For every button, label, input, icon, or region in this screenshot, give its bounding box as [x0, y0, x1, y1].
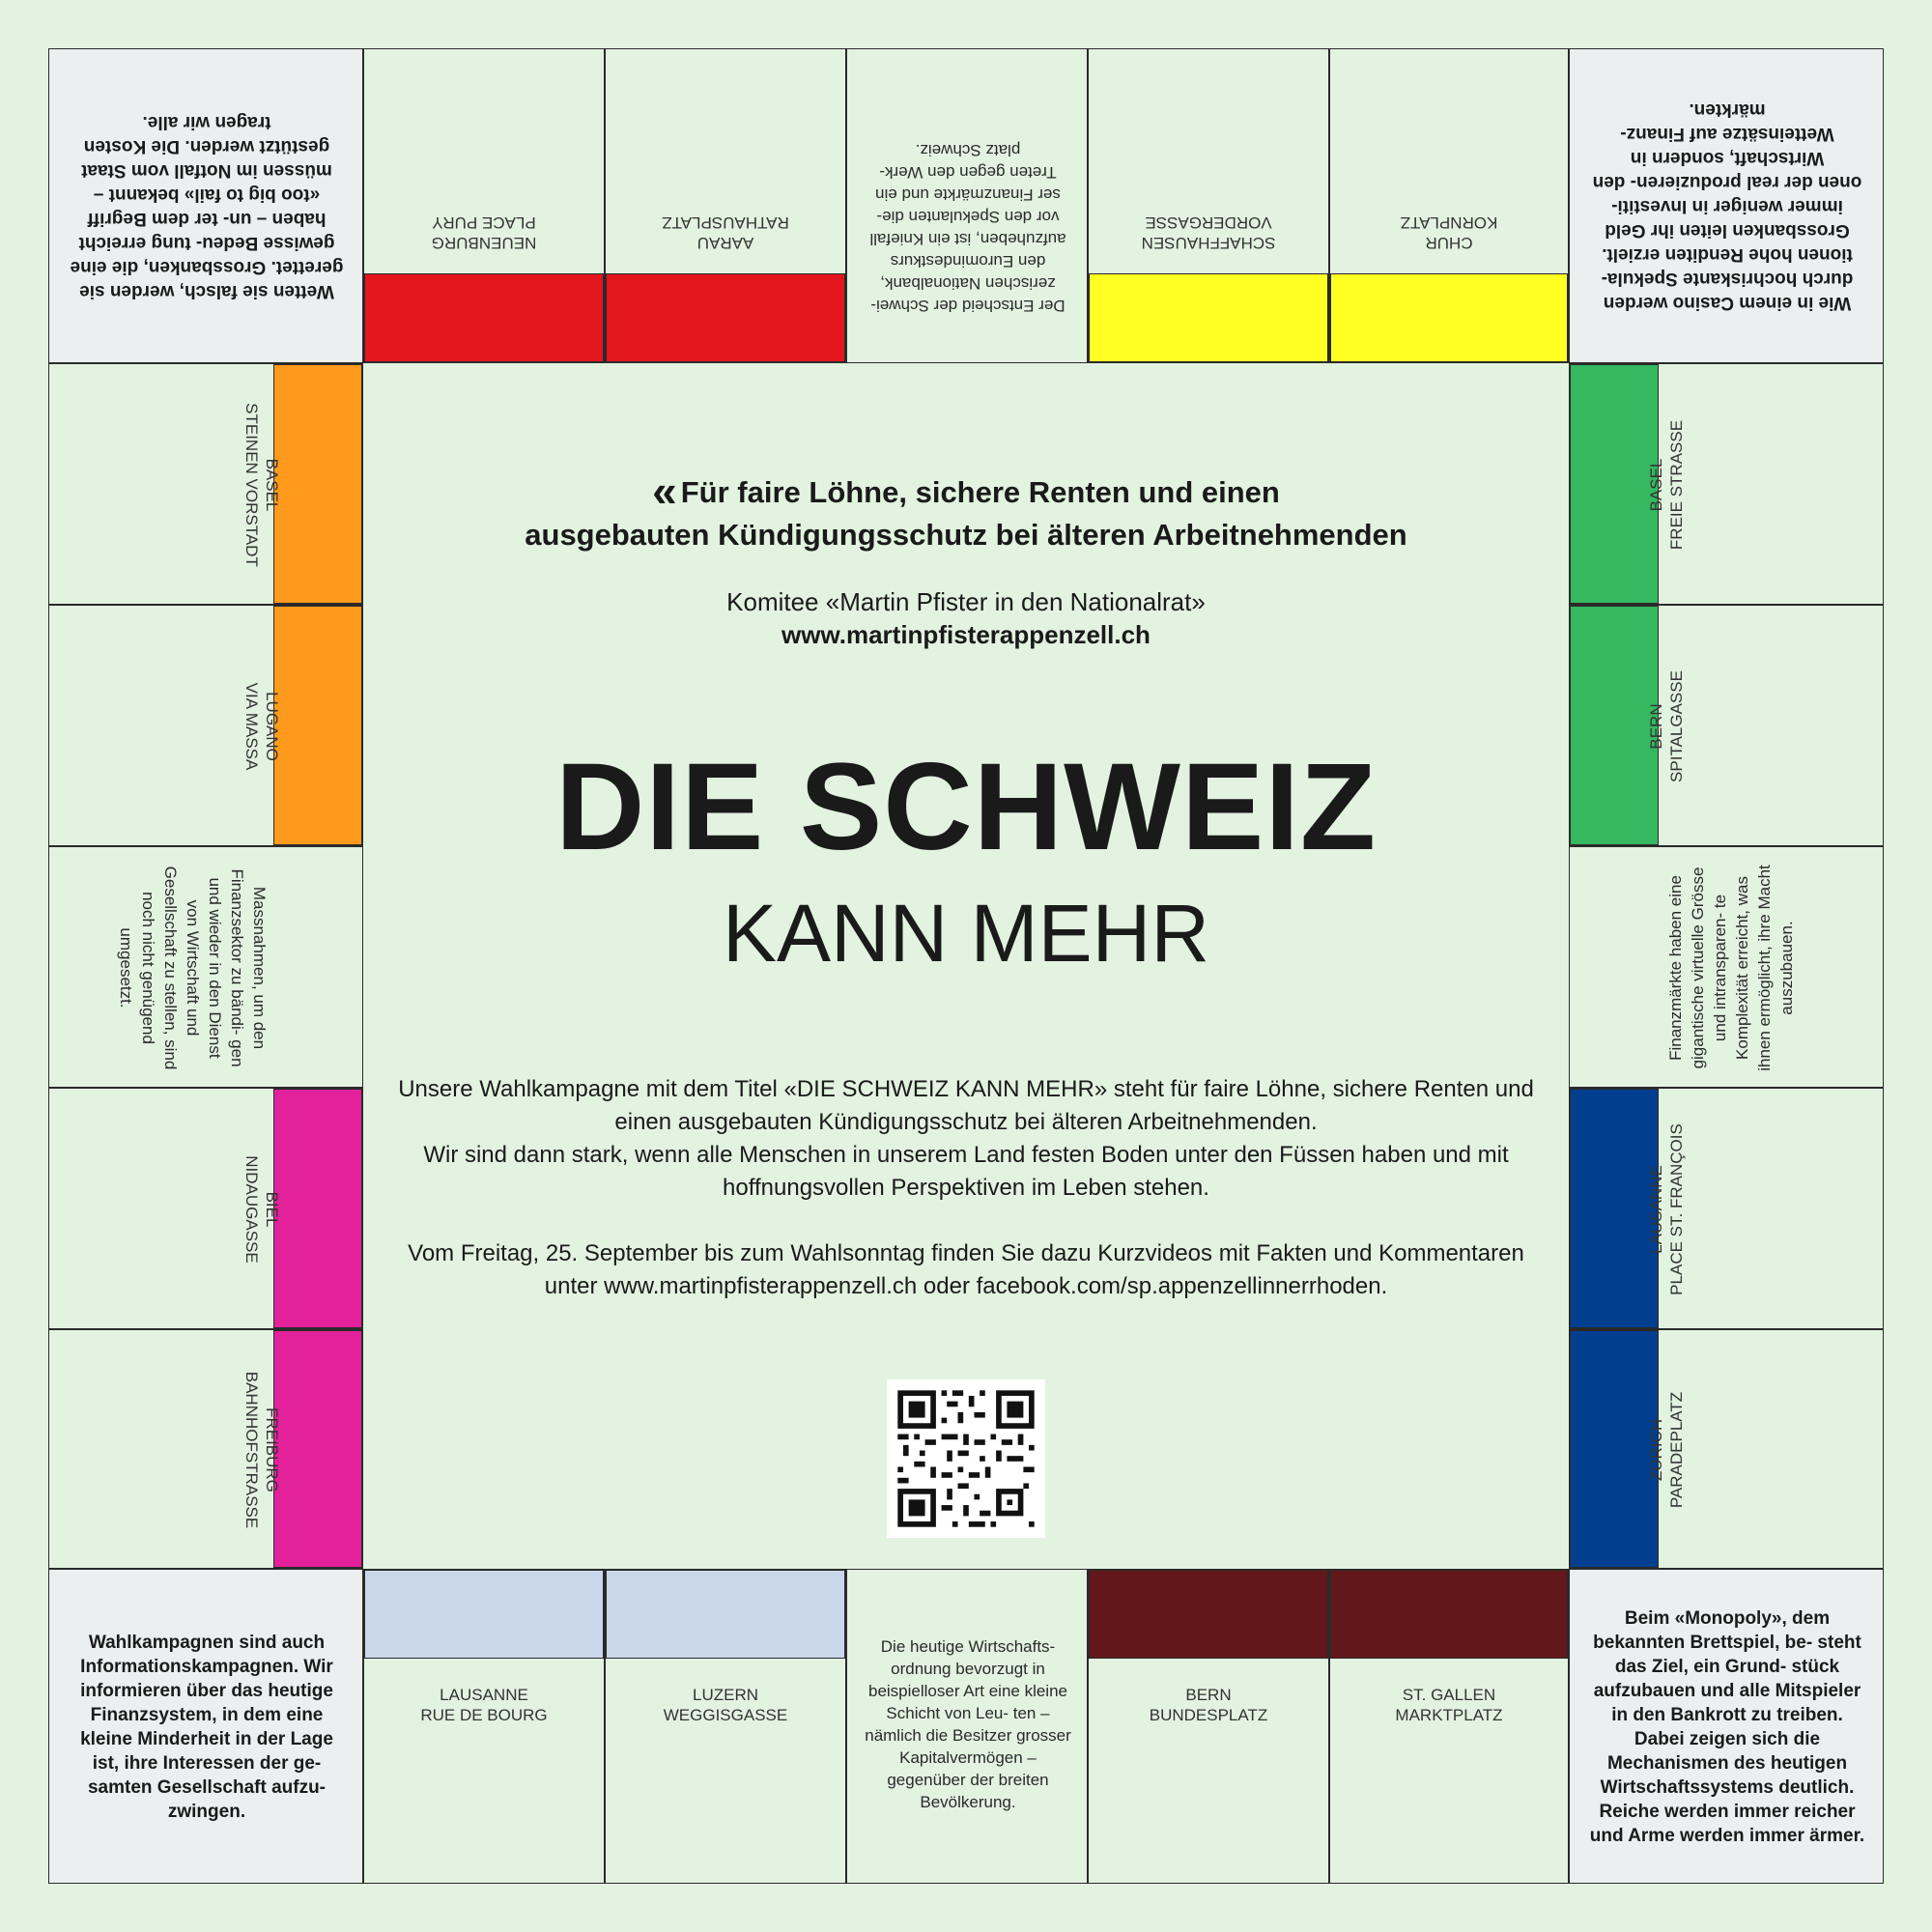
quote-mark: « [652, 466, 677, 516]
property-street: RUE DE BOURG [420, 1706, 548, 1724]
property-bottom-2 [605, 1569, 846, 1884]
paragraph-1: Unsere Wahlkampagne mit dem Titel «DIE SCHWEIZ KANN MEHR» steht für faire Löhne, sichere Renten und einen ausgebauten Kündigungsschutz bei älteren Arbeitnehmenden. [398, 1076, 1534, 1135]
property-bottom-1 [363, 1569, 605, 1884]
property-city: ST. GALLEN [1402, 1686, 1496, 1704]
quote-line-1: Für faire Löhne, sichere Renten und einen [680, 475, 1280, 509]
property-city: AARAU [696, 234, 754, 252]
property-right-2 [1569, 605, 1884, 846]
property-left-5 [48, 1329, 363, 1569]
property-city: SCHAFFHAUSEN [1141, 234, 1276, 252]
property-street: VIA MASSA [242, 682, 261, 771]
committee-block [363, 585, 1569, 651]
property-right-1 [1569, 363, 1884, 605]
info-text: Die heutige Wirtschafts- ordnung bevorzugt in beispielloser Art eine kleine Schicht von Leu- ten – nämlich die Besitzer grosser Kapitalvermögen – gegenüber der breiten Bevölkerung. [865, 1637, 1071, 1811]
info-text: Massnahmen, um den Finanzsektor zu bändi- gen und wieder in den Dienst von Wirtschaft und Gesellschaft zu stellen, sind noch nicht genügend umgesetzt. [117, 866, 270, 1070]
property-top-2 [605, 48, 846, 363]
property-top-1 [363, 48, 605, 363]
property-street: NIDAUGASSE [242, 1155, 261, 1264]
property-street: STEINEN VORSTADT [242, 403, 261, 567]
property-city: BASEL [263, 458, 281, 512]
info-text: Der Entscheid der Schwei- zerischen Nationalbank, den Euromindestkurs aufzuheben, ist ein Kniefall vor den Spekulanten die- ser Finanzmärkte und ein Treten gegen den Werk- platz Schweiz. [869, 141, 1066, 315]
property-street: MARKTPLATZ [1395, 1706, 1503, 1724]
corner-bottom-left [48, 1569, 363, 1884]
campaign-text [392, 1073, 1540, 1336]
property-city: LUGANO [263, 692, 281, 761]
property-street: PLACE ST. FRANÇOIS [1667, 1123, 1686, 1295]
corner-bottom-right [1569, 1569, 1884, 1884]
info-text: Finanzmärkte haben eine gigantische virtuelle Grösse und intransparen- te Komplexität erreicht, was ihnen ermöglicht, ihre Macht auszubauen. [1666, 865, 1796, 1071]
qr-code-icon[interactable] [887, 1379, 1045, 1538]
qr-code-graphic [887, 1379, 1045, 1538]
color-band [1330, 1570, 1568, 1659]
property-city: CHUR [1425, 234, 1473, 252]
info-bottom [846, 1569, 1088, 1884]
info-right [1569, 846, 1884, 1088]
color-band [364, 1570, 604, 1659]
board-center [363, 363, 1569, 1569]
property-city: NEUENBURG [431, 234, 537, 252]
paragraph-3: Vom Freitag, 25. September bis zum Wahlsonntag finden Sie dazu Kurzvideos mit Fakten und Kommentaren unter www.martinpfisterappenzell.ch oder facebook.com/sp.appenzellinnerrhoden. [408, 1240, 1524, 1299]
property-bottom-5 [1329, 1569, 1569, 1884]
corner-top-left-text: Wetten sie falsch, werden sie gerettet. Grossbanken, die eine gewisse Bedeu- tung erreicht haben – un- ter dem Begriff «too big to fail» bekannt – müssen im Notfall vom Staat gestützt werden. Die Kosten tragen wir alle. [70, 112, 344, 301]
property-street: RATHAUSPLATZ [662, 213, 789, 232]
property-city: BASEL [1647, 458, 1665, 512]
corner-top-right [1569, 48, 1884, 363]
corner-bottom-left-text: Wahlkampagnen sind auch Informationskampagnen. Wir informieren über das heutige Finanzsystem, in dem eine kleine Minderheit in der Lage ist, ihre Interessen der ge- samten Gesellschaft aufzu- zwingen. [80, 1633, 333, 1822]
property-street: WEGGISGASSE [663, 1706, 788, 1724]
property-right-5 [1569, 1329, 1884, 1569]
property-city: LUZERN [692, 1686, 758, 1704]
color-band [1330, 273, 1568, 362]
color-band [364, 273, 604, 362]
property-street: SPITALGASSE [1667, 670, 1686, 782]
property-street: VORDERGASSE [1145, 213, 1272, 232]
color-band [606, 273, 845, 362]
property-city: BIEL [263, 1191, 281, 1228]
property-street: KORNPLATZ [1400, 213, 1498, 232]
committee-name: Komitee «Martin Pfister in den Nationalrat» [726, 587, 1206, 616]
property-top-5 [1329, 48, 1569, 363]
color-band [606, 1570, 845, 1659]
color-band [1089, 1570, 1328, 1659]
property-left-1 [48, 363, 363, 605]
corner-bottom-right-text: Beim «Monopoly», dem bekannten Brettspiel, be- steht das Ziel, ein Grund- stück aufzubauen und alle Mitspieler in den Bankrott zu treiben. Dabei zeigen sich die Mechanismen des heutigen Wirtschaftssystems deutlich. Reiche werden immer reicher und Arme werden immer ärmer. [1589, 1608, 1865, 1846]
paragraph-2: Wir sind dann stark, wenn alle Menschen in unserem Land festen Boden unter den Füssen haben und mit hoffnungsvollen Perspektiven im Leben stehen. [423, 1142, 1509, 1201]
info-left [48, 846, 363, 1088]
property-city: BERN [1185, 1686, 1232, 1704]
corner-top-right-text: Wie in einem Casino werden durch hochriskante Spekula- tionen hohe Renditen erzielt. Grossbanken leiten ihr Geld immer weniger in Investiti- onen der real produzieren- den Wirtschaft, sondern in Wetteinsätze auf Finanz- märkten. [1592, 99, 1862, 314]
property-left-2 [48, 605, 363, 846]
property-city: FREIBURG [263, 1407, 281, 1492]
property-street: BAHNHOFSTRASSE [242, 1371, 261, 1529]
property-right-4 [1569, 1088, 1884, 1329]
property-city: LAUSANNE [440, 1686, 528, 1704]
property-street: PLACE PURY [432, 213, 536, 232]
page-title: DIE SCHWEIZ [554, 738, 1378, 876]
property-street: PARADEPLATZ [1667, 1391, 1686, 1509]
corner-top-left [48, 48, 363, 363]
property-left-4 [48, 1088, 363, 1329]
page-subtitle: KANN MEHR [722, 888, 1210, 979]
campaign-quote [363, 466, 1569, 556]
property-city: ZÜRICH [1647, 1418, 1665, 1482]
property-city: LAUSANNE [1647, 1165, 1665, 1254]
info-top [846, 48, 1088, 363]
property-street: BUNDESPLATZ [1149, 1706, 1268, 1724]
property-top-4 [1088, 48, 1329, 363]
property-city: BERN [1647, 703, 1665, 750]
quote-line-2: ausgebauten Kündigungsschutz bei älteren Arbeitnehmenden [525, 518, 1407, 552]
color-band [1089, 273, 1328, 362]
property-street: FREIE STRASSE [1667, 419, 1686, 551]
website-link[interactable]: www.martinpfisterappenzell.ch [781, 620, 1151, 649]
property-bottom-4 [1088, 1569, 1329, 1884]
